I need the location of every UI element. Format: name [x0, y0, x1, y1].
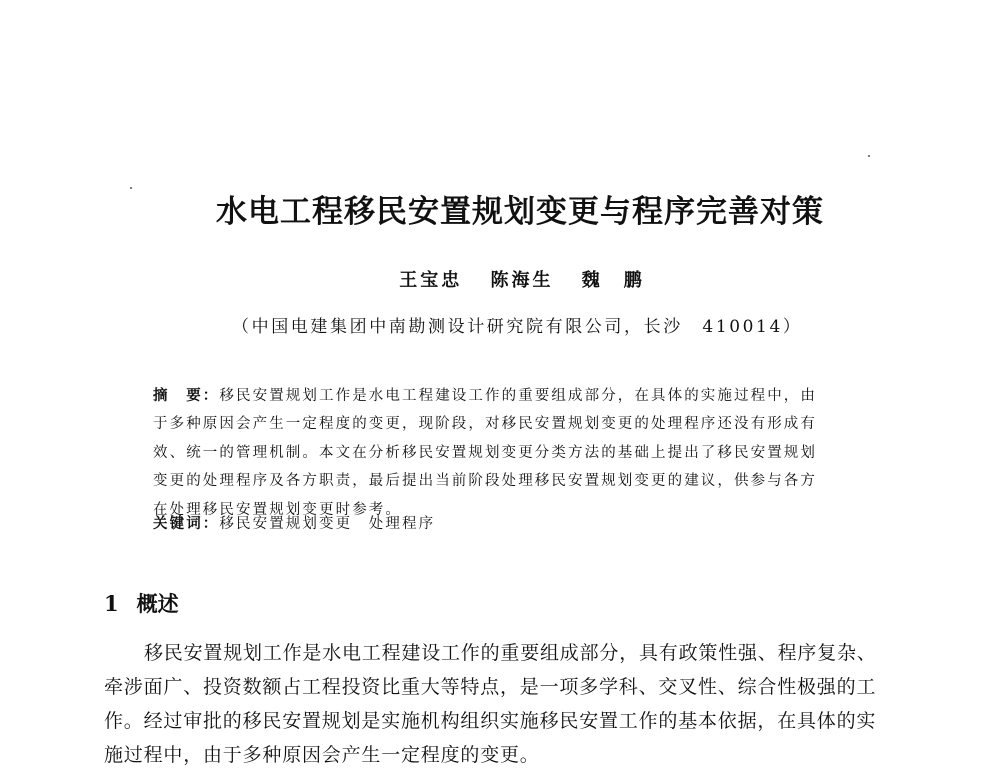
body-line: 牵涉面广、投资数额占工程投资比重大等特点，是一项多学科、交叉性、综合性极强的工	[104, 676, 877, 698]
body-line: 移民安置规划工作是水电工程建设工作的重要组成部分，具有政策性强、程序复杂、	[144, 642, 877, 664]
body-line: 施过程中，由于多种原因会产生一定程度的变更。	[104, 744, 540, 766]
author-name: 魏 鹏	[581, 270, 645, 291]
abstract-text: 移民安置规划工作是水电工程建设工作的重要组成部分，在具体的实施过程中，由	[219, 388, 818, 404]
keywords-label: 关键词：	[153, 516, 220, 532]
abstract-line: 效、统一的管理机制。本文在分析移民安置规划变更分类方法的基础上提出了移民安置规划	[153, 444, 817, 461]
abstract	[153, 382, 863, 524]
keywords	[153, 512, 435, 533]
body-text	[104, 636, 904, 772]
scan-speck	[868, 155, 870, 157]
affiliation: （中国电建集团中南勘测设计研究院有限公司，长沙 410014）	[232, 317, 803, 337]
section-heading	[104, 588, 179, 618]
abstract-line: 于多种原因会产生一定程度的变更，现阶段，对移民安置规划变更的处理程序还没有形成有	[153, 416, 817, 433]
body-line: 作。经过审批的移民安置规划是实施机构组织实施移民安置工作的基本依据，在具体的实	[104, 710, 877, 732]
section-number: 1	[104, 591, 119, 616]
author-name: 王宝忠	[399, 270, 463, 291]
abstract-line: 在处理移民安置规划变更时参考。	[153, 501, 402, 518]
section-title: 概述	[136, 592, 179, 616]
paper-title: 水电工程移民安置规划变更与程序完善对策	[216, 194, 824, 230]
abstract-label: 摘 要：	[153, 388, 220, 404]
abstract-line	[153, 382, 863, 410]
keywords-text: 移民安置规划变更 处理程序	[219, 516, 436, 532]
author-name: 陈海生	[490, 270, 554, 291]
abstract-line: 变更的处理程序及各方职责，最后提出当前阶段处理移民安置规划变更的建议，供参与各方	[153, 473, 817, 490]
author-list	[0, 266, 1000, 292]
